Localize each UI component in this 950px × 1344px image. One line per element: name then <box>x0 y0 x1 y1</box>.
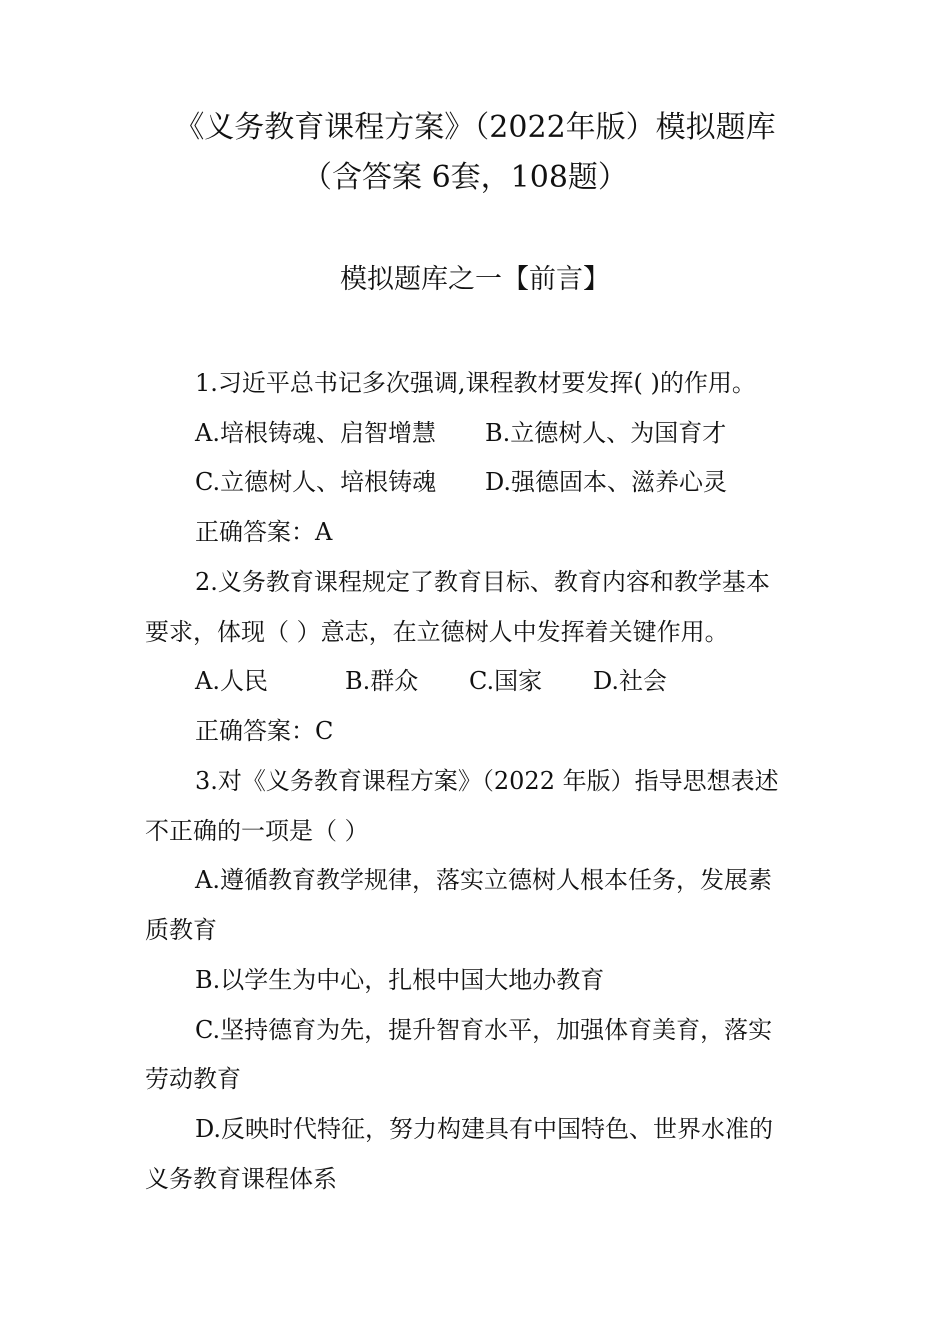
section-title: 模拟题库之一【前言】 <box>340 264 610 295</box>
question-2-option-b: B.群众 <box>345 667 419 695</box>
question-2-options-row <box>195 664 667 698</box>
question-1-stem: 1.习近平总书记多次强调,课程教材要发挥( )的作用。 <box>195 369 756 397</box>
question-1-answer: 正确答案：A <box>195 518 333 546</box>
question-3-stem-line-1: 3.对《义务教育课程方案》（2022 年版）指导思想表述 <box>195 767 779 795</box>
question-2-option-c: C.国家 <box>469 667 543 695</box>
question-2-option-a: A.人民 <box>195 667 268 695</box>
question-3-option-a-line-2: 质教育 <box>145 916 217 944</box>
question-2-stem-line-1: 2.义务教育课程规定了教育目标、教育内容和教学基本 <box>195 568 770 596</box>
question-3-option-d-line-2: 义务教育课程体系 <box>145 1165 337 1193</box>
question-3-option-d-line-1: D.反映时代特征，努力构建具有中国特色、世界水准的 <box>195 1115 774 1143</box>
question-2-answer: 正确答案：C <box>195 717 334 745</box>
document-subtitle: （含答案 6套，108题） <box>302 160 628 195</box>
question-2-stem-line-2: 要求，体现（ ）意志，在立德树人中发挥着关键作用。 <box>145 618 729 646</box>
question-3-stem-line-2: 不正确的一项是（ ） <box>145 817 369 845</box>
question-3-option-b: B.以学生为中心，扎根中国大地办教育 <box>195 966 605 994</box>
question-1-options-row-1 <box>195 416 726 450</box>
question-3-option-c-line-1: C.坚持德育为先，提升智育水平，加强体育美育，落实 <box>195 1016 773 1044</box>
question-1-options-row-2 <box>195 465 727 499</box>
question-3-option-c-line-2: 劳动教育 <box>145 1065 241 1093</box>
question-2-option-d: D.社会 <box>593 667 668 695</box>
question-1-option-b: B.立德树人、为国育才 <box>485 419 727 447</box>
question-1-option-d: D.强德固本、滋养心灵 <box>485 468 728 496</box>
document-title: 《义务教育课程方案》（2022年版）模拟题库 <box>174 110 776 145</box>
question-3-option-a-line-1: A.遵循教育教学规律，落实立德树人根本任务，发展素 <box>195 866 772 894</box>
question-1-option-a: A.培根铸魂、启智增慧 <box>195 419 436 447</box>
question-1-option-c: C.立德树人、培根铸魂 <box>195 468 437 496</box>
